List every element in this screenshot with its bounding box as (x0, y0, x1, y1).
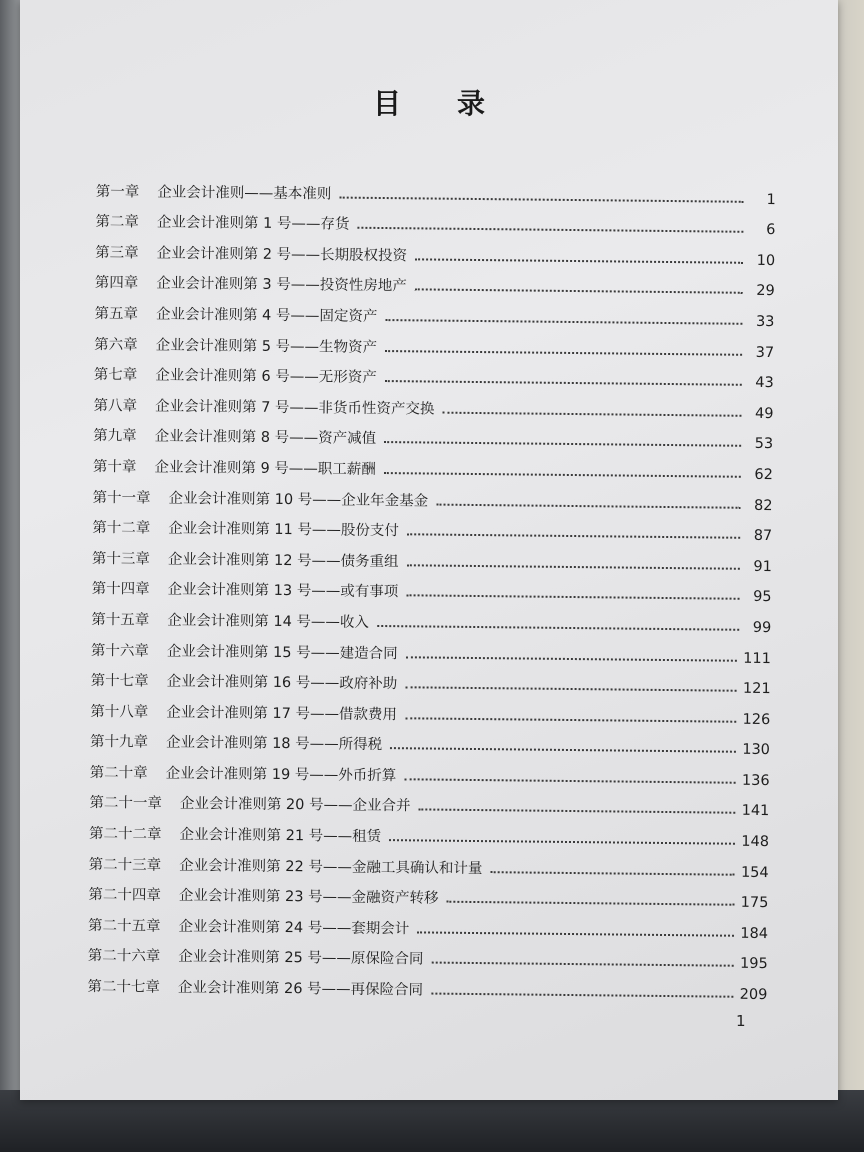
toc-page-number: 111 (743, 650, 772, 667)
toc-chapter-label: 第二十七章 (87, 978, 161, 996)
toc-chapter-label: 第二章 (95, 214, 140, 231)
toc-chapter-label: 第九章 (93, 428, 137, 445)
toc-entry-title: 企业会计准则第 24 号——套期会计 (178, 918, 410, 938)
toc-page-number: 49 (754, 405, 774, 422)
dot-leader (390, 747, 736, 753)
toc-entry-title: 企业会计准则第 3 号——投资性房地产 (156, 276, 407, 295)
toc-entry-title: 企业会计准则第 15 号——建造合同 (166, 643, 398, 662)
dot-leader (377, 625, 739, 631)
toc-page-number: 33 (755, 313, 775, 331)
toc-entry-title: 企业会计准则第 10 号——企业年金基金 (168, 490, 429, 510)
toc-chapter-label: 第二十六章 (87, 948, 161, 966)
dot-leader (407, 533, 740, 538)
toc-entry-title: 企业会计准则第 26 号——再保险合同 (177, 979, 424, 999)
toc-chapter-label: 第十七章 (90, 673, 149, 690)
toc-page-number: 62 (754, 466, 773, 484)
toc-entry-title: 企业会计准则第 5 号——生物资产 (155, 337, 378, 356)
toc-page-number: 195 (739, 956, 768, 973)
dot-leader (442, 411, 741, 416)
toc-entry-title: 企业会计准则第 6 号——无形资产 (155, 367, 377, 387)
dot-leader (415, 289, 743, 294)
toc-chapter-label: 第二十五章 (88, 917, 161, 935)
toc-page-number: 209 (739, 986, 768, 1004)
toc-page-number: 10 (756, 252, 776, 269)
toc-chapter-label: 第十四章 (91, 581, 150, 598)
toc-entry-title: 企业会计准则——基本准则 (157, 184, 332, 203)
toc-entry-title: 企业会计准则第 17 号——借款费用 (166, 704, 398, 723)
dot-leader (417, 931, 734, 936)
toc-chapter-label: 第十三章 (91, 550, 151, 568)
dot-leader (447, 901, 735, 906)
dot-leader (406, 656, 738, 661)
toc-page-number: 175 (740, 895, 769, 912)
toc-page-number: 1 (766, 191, 776, 208)
dot-leader (405, 686, 737, 691)
toc-page-number: 99 (752, 619, 772, 637)
toc-entry-title: 企业会计准则第 20 号——企业合并 (179, 796, 411, 815)
dot-leader (436, 503, 740, 508)
dot-leader (406, 595, 739, 600)
toc-chapter-label: 第二十四章 (88, 887, 161, 904)
toc-entry-title: 企业会计准则第 18 号——所得税 (165, 735, 383, 754)
toc-chapter-label: 第二十三章 (88, 856, 162, 874)
toc-page-number: 184 (740, 925, 769, 942)
toc-entry-title: 企业会计准则第 11 号——股份支付 (168, 520, 399, 540)
dot-leader (385, 380, 742, 386)
table-of-contents (87, 170, 776, 1007)
toc-page-number: 141 (741, 803, 770, 820)
toc-chapter-label: 第十九章 (89, 734, 149, 751)
toc-page-number: 91 (753, 558, 772, 575)
dot-leader (339, 196, 743, 202)
dot-leader (418, 809, 735, 814)
dot-leader (384, 441, 741, 447)
toc-entry-title: 企业会计准则第 9 号——职工薪酬 (154, 459, 376, 478)
dot-leader (431, 993, 734, 998)
toc-page-number: 6 (766, 222, 776, 239)
toc-chapter-label: 第四章 (94, 275, 139, 292)
toc-entry-title: 企业会计准则第 7 号——非货币性资产交换 (154, 398, 435, 418)
toc-entry-title: 企业会计准则第 14 号——收入 (167, 612, 370, 631)
toc-chapter-label: 第二十章 (89, 764, 148, 782)
dot-leader (385, 319, 742, 325)
toc-entry-title: 企业会计准则第 19 号——外币折算 (165, 765, 397, 785)
toc-page-number: 130 (742, 742, 771, 759)
dot-leader (404, 778, 736, 783)
toc-entry-title: 企业会计准则第 22 号——金融工具确认和计量 (179, 857, 483, 877)
dot-leader (415, 258, 743, 263)
dot-leader (385, 350, 742, 356)
toc-entry-title: 企业会计准则第 12 号——债务重组 (167, 551, 399, 570)
toc-page-number: 53 (754, 436, 774, 453)
toc-page-number: 154 (740, 864, 769, 881)
toc-chapter-label: 第六章 (94, 336, 138, 354)
toc-chapter-label: 第三章 (95, 244, 139, 262)
toc-entry-title: 企业会计准则第 23 号——金融资产转移 (178, 888, 439, 907)
toc-entry-title: 企业会计准则第 8 号——资产减值 (154, 428, 377, 448)
toc-chapter-label: 第十六章 (90, 642, 150, 660)
dot-leader (389, 839, 735, 845)
toc-chapter-label: 第八章 (93, 397, 138, 415)
toc-entry-title: 企业会计准则第 2 号——长期股权投资 (156, 245, 408, 265)
dot-leader (357, 227, 743, 233)
dot-leader (431, 962, 734, 967)
toc-entry-title: 企业会计准则第 13 号——或有事项 (167, 582, 399, 601)
toc-page-number: 87 (753, 528, 773, 545)
toc-entry (87, 965, 767, 1003)
toc-chapter-label: 第二十二章 (88, 826, 162, 843)
toc-chapter-label: 第二十一章 (89, 795, 162, 813)
dot-leader (490, 871, 735, 876)
toc-entry-title: 企业会计准则第 4 号——固定资产 (155, 306, 378, 325)
toc-entry-title: 企业会计准则第 21 号——租赁 (179, 826, 382, 846)
toc-chapter-label: 第一章 (95, 183, 140, 201)
toc-page-number: 136 (741, 772, 770, 789)
toc-page-number: 121 (742, 680, 771, 698)
toc-chapter-label: 第十八章 (90, 703, 149, 721)
toc-chapter-label: 第十五章 (91, 611, 150, 629)
book-page (20, 0, 838, 1100)
page-number: 1 (736, 1012, 746, 1030)
dot-leader (405, 717, 737, 722)
page-title: 目录 (372, 87, 541, 120)
dot-leader (407, 564, 740, 569)
dot-leader (384, 472, 741, 478)
toc-chapter-label: 第十二章 (92, 520, 151, 537)
toc-page-number: 37 (755, 344, 775, 361)
toc-page-number: 43 (755, 375, 774, 392)
toc-entry-title: 企业会计准则第 25 号——原保险合同 (178, 949, 424, 968)
toc-entry-title: 企业会计准则第 1 号——存货 (156, 214, 350, 233)
toc-entry-title: 企业会计准则第 16 号——政府补助 (166, 673, 398, 693)
toc-page-number: 148 (741, 833, 770, 851)
toc-chapter-label: 第七章 (93, 367, 138, 384)
toc-chapter-label: 第十章 (92, 458, 137, 476)
toc-chapter-label: 第十一章 (92, 489, 151, 507)
toc-page-number: 82 (753, 497, 773, 514)
toc-page-number: 126 (742, 711, 771, 728)
toc-page-number: 29 (756, 283, 775, 300)
toc-chapter-label: 第五章 (94, 305, 139, 323)
toc-page-number: 95 (753, 589, 772, 606)
